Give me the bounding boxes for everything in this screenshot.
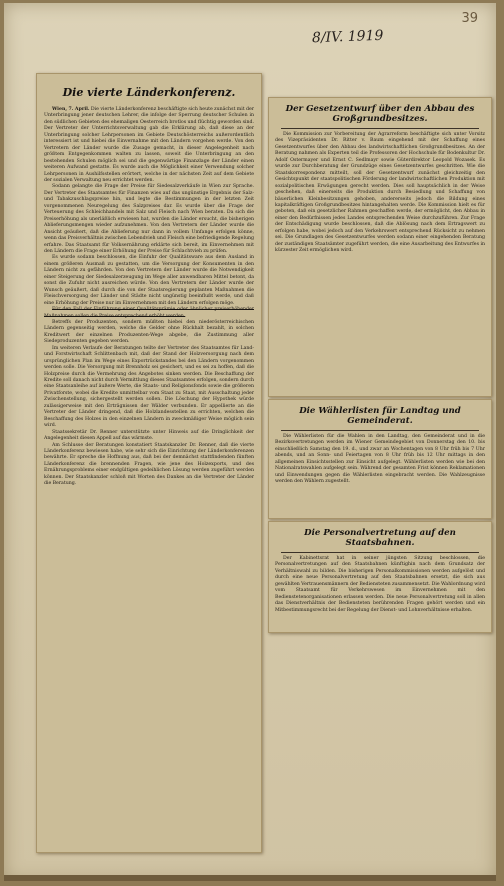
article-body (275, 556, 485, 614)
paragraph: Staatssekretär Dr. Renner unterstützte unter Hinweis auf die Dringlichkeit der Angelegenheit diesen Appell auf das wärmste. (44, 429, 254, 442)
struck-paragraph: Für den Fall der Einführung einer Qualitätsprämie oder ähnlicher preiserhöhender Maßnahmen sollen die Preise entsprechend erhöht werden. (44, 307, 254, 319)
dateline: Wien, 7. April. (52, 107, 90, 112)
clipping-personalvertretung (268, 521, 492, 633)
paragraph: Im weiteren Verlaufe der Beratungen teilte der Vertreter des Staatsamtes für Land- und Forstwirtschaft Schlittenbach mit, daß der Stand der Holzversorgung nach dem ursprünglichen Plan im Wege eines Exportrückstandes bei den Ländern vorgenommen werden solle. Die Versorgung mit Brennholz sei gesichert, und es sei zu hoffen, daß die Holzpreise durch die Vermehrung des Angebotes sinken werden. Die Beschaffung der Kredite soll danach nicht durch Vermittlung dieses Staatsamtes erfolgen, sondern durch eine Staatsanleihe auf äußere Werte, die Staats- und Religionsfonds sowie die größeren Privatforste, wobei die Kredite unmittelbar vom Staat zu Staat, mit Ausschaltung jeder Zwischenstellung, sichergestellt werden sollen. Die Löschung der Hypothek würde zulässigerweise mit den Erträgnissen der Wälder verbunden. Er appellierte an die Vertreter der Länder dringend, daß die Holzlandesstellen zu errichten, welchen die Beschaffung des Holzes in den einzelnen Ländern in zweckmäßiger Weise möglich sein wird. (44, 345, 254, 429)
paragraph: Es wurde sodann beschlossen, die Einfuhr der Qualitätsware aus dem Ausland in einem größeren Ausmaß zu gestatten, um die Versorgung der Konsumenten in den Ländern nicht zu gefährden. Von den Vertretern der Länder wurde die Notwendigkeit einer Steigerung der Siedesalzerzeugung im Wege aller anwendbaren Mittel betont, da sonst die Zufuhr nicht ausreichen würde. Von den Vertretern der Länder wurde der Wunsch geäußert, daß durch die von der Staatsregierung geplanten Maßnahmen die Fleischversorgung der Länder und Städte nicht ungünstig beeinflußt werde, und daß eine Erhöhung der Preise nur im Einvernehmen mit den Ländern erfolgen möge. (44, 255, 254, 306)
article-body (44, 107, 254, 488)
article-headline: Die vierte Länderkonferenz. (62, 86, 236, 99)
clipping-grossgrundbesitz (268, 97, 492, 397)
paragraph: Die vierte Länderkonferenz beschäftigte sich heute zunächst mit der Unterbringung jener deutschen Lehrer, die infolge der Sperrung deutscher Schulen in den südlichen Gebieten des ehemaligen Oesterreich brotlos und flüchtig geworden sind. Der Vertreter der Unterrichtsverwaltung gab die Erklärung ab, daß diese an der Unterbringung solcher Lehrpersonen im Gebiete Deutschösterreichs außerordentlich interessiert ist und hiebei die Einvernahme mit den Ländern vorgehen werde. Von den Vertretern der Länder wurde die Zusage gemacht, in dieser Angelegenheit nach größtem Entgegenkommen walten zu lassen, soweit die Unterbringung an den bestehenden Schulen möglich sei und die gegenwärtige Finanzlage der Länder einen weiteren Aufwand gestatte. Es wurde auch die Möglichkeit einer Verwendung solcher Lehrpersonen in Aushilfsstellen erörtert, welche in der nächsten Zeit auf dem Gebiete der sozialen Verwaltung neu errichtet werden. (44, 107, 254, 183)
paragraph: Betreffs der Produzenten, sondern müßten hiebei den niederösterreichischen Ländern gegenseitig werden, welche die Gelder ohne Rückhalt bezahlt, in solchen Kreditwert der einzelnen Produzenten-Wege abgebe, die Zustimmung aller Siedeproduzenten gegeben werden. (44, 319, 254, 345)
archive-sheet (4, 3, 496, 881)
clipping-laenderkonferenz (36, 73, 262, 853)
divider (281, 430, 479, 431)
sheet-number: 39 (461, 11, 478, 26)
article-headline: Die Wählerlisten für Landtag und Gemeinderat. (299, 406, 461, 426)
sheet-bottom-edge (4, 875, 496, 881)
paragraph: Der Kabinettsrat hat in seiner jüngsten Sitzung beschlossen, die Personalvertretungen auf den Staatsbahnen künftighin nach dem Grundsatz der Verhältniswahl zu bilden. Die bisherigen Personalkommissionen werden aufgelöst und durch eine neue Personalvertretung auf den Staatsbahnen ersetzt, die sich aus gewählten Vertrauensmännern der Bediensteten zusammensetzt. Die Wahlordnung wird vom Staatsamt für Verkehrswesen im Einvernehmen mit den Bedienstetenorganisationen erlassen werden. Die neue Personalvertretung soll in allen das Dienstverhältnis der Bediensteten berührenden Fragen gehört werden und ein Mitbestimmungsrecht bei der Regelung der Dienst- und Lohnverhältnisse erhalten. (275, 556, 485, 613)
article-body (275, 132, 485, 255)
handwritten-date: 8/IV. 1919 (311, 27, 384, 47)
divider (281, 552, 479, 553)
paragraph: Am Schlusse der Beratungen konstatiert Staatskanzler Dr. Renner, daß die vierte Länderkonferenz bewiesen habe, wie sehr sich die Einrichtung der Länderkonferenzen bewährte. Er spreche die Hoffnung aus, daß bei der demnächst stattfindenden fünften Länderkonferenz die brennenden Fragen, wie jene des Holzexports, und des Ernährungsproblems einer endgültigen gedeihlichen Lösung werden zugeführt werden können. Der Staatskanzler schloß mit Worten des Dankes an die Vertreter der Länder die Beratung. (44, 442, 254, 487)
paragraph: Die Wählerlisten für die Wahlen in den Landtag, den Gemeinderat und in die Bezirksvertretungen werden im Wiener Gemeindegebiet von Donnerstag den 10. bis einschließlich Samstag den 19. d., und zwar an Wochentagen von 8 Uhr früh bis 7 Uhr abends, und an Sonn- und Feiertagen von 8 Uhr früh bis 12 Uhr mittags in den allgemeinen Einsichtsstellen zur Einsicht aufgelegt. Wählerlisten werden wie bei den Nationalratswahlen aufgelegt sein. Während der gesamten Frist können Reklamationen und Einwendungen gegen die Wählerlisten eingebracht werden. Die Wahlzeugnisse werden den Wählern zugestellt. (275, 434, 485, 485)
article-headline: Die Personalvertretung auf den Staatsbahnen. (304, 528, 456, 548)
article-body (275, 434, 485, 486)
paragraph: Die Kommission zur Vorbereitung der Agrarreform beschäftigte sich unter Vorsitz des Vizepräsidenten Dr. Ritter v. Baum eingehend mit der Schaffung eines Gesetzentwurfes über den Abbau des landwirtschaftlichen Großgrundbesitzes. An der Beratung nahmen als Experten teil die Professoren der Hochschule für Bodenkultur Dr. Adolf Ostermayer und Ernst C. Sedlmayr sowie Güterdirektor Leopold Wozasek. Es wurde zur Durchberatung der Grundzüge eines Gesetzentwurfes geschritten. Wie die Staatskorrespondenz mitteilt, soll der Gesetzentwurf zunächst gleichzeitig den Gesichtspunkt der staatspolitischen Förderung der landwirtschaftlichen Produktion mit sozialpolitischen Erwägungen gerecht werden. Dies soll hauptsächlich in der Weise geschehen, daß einerseits die Produktion durch Besiedlung und Schaffung von bäuerlichen Kleinbesitzungen gehoben, andererseits jedoch die Bildung eines kapitalkräftigen Großgrundbesitzes hintangehalten werde. Die Kommission hielt es für geboten, daß ein gesetzlicher Rahmen geschaffen werde, der ermöglicht, den Abbau in einer den Bedürfnissen jedes Landes entsprechenden Weise durchzuführen. Zur Frage der Entschädigung wurde beschlossen, daß die Ablösung nach dem Ertragswert zu erfolgen habe, wobei jedoch auf den Verkehrswert entsprechend Rücksicht zu nehmen sei. Die Grundlagen des Gesetzentwurfes werden sodann einer eingehenden Beratung der zuständigen Staatsämter zugeführt werden, die eine Ausarbeitung des Entwurfes in kürzester Zeit ermöglichen wird. (275, 132, 485, 254)
paragraph: Sodann gelangte die Frage der Preise für Siedesalzverkäufe in Wien zur Sprache. Der Vertreter des Staatsamtes für Finanzen wies auf das ungünstige Ergebnis der Salz- und Tabakzuschlagspreise hin, und legte die Bestimmungen in der letzten Zeit vorgenommenen Neuregelung des Salzpreises dar. Es wurde über die Frage der Verteuerung des Schleichhandels mit Salz und Fleisch nach Wien beraten. Da sich die Preiserhöhung als unerläßlich erwiesen hat, wurden die Länder ersucht, die bisherigen Ablieferungsmengen wieder aufzunehmen. Von den Vertretern der Länder wurde die Ansicht geäußert, daß die Ablieferung nur dann in vollem Umfange erfolgen könne, wenn das Preisverhältnis zwischen Lebendvieh und Fleisch eine befriedigende Regelung erfahre. Das Staatsamt für Volksernährung erklärte sich bereit, im Einvernehmen mit den Ländern die Frage einer Erhöhung der Preise für Schlachtvieh zu prüfen. (44, 184, 254, 254)
article-headline: Der Gesetzentwurf über den Abbau des Großgrundbesitzes. (285, 104, 475, 124)
clipping-waehlerlisten (268, 399, 492, 519)
divider (281, 128, 479, 129)
